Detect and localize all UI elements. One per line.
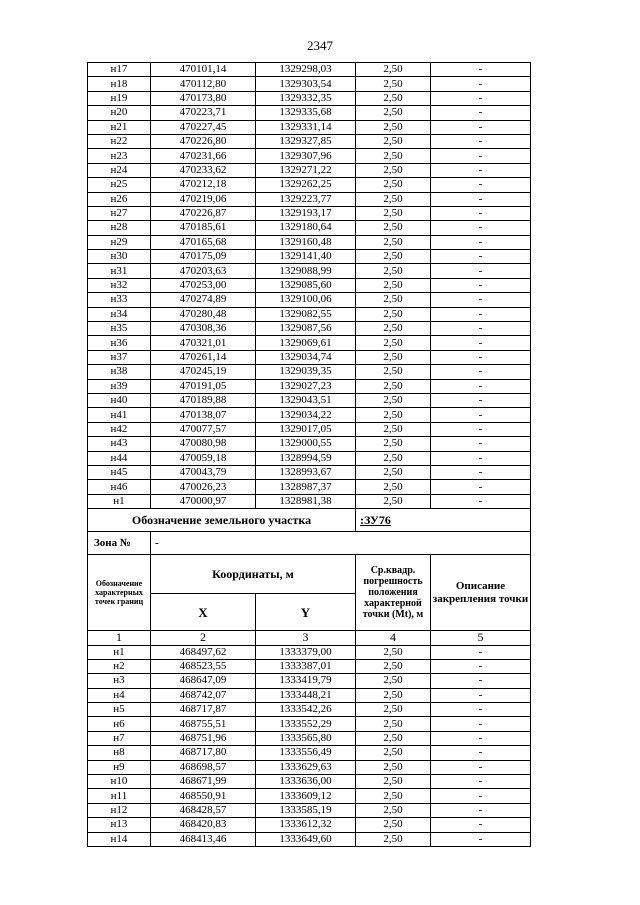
description-cell: - <box>431 307 531 321</box>
point-cell: н10 <box>88 775 151 789</box>
table-row <box>88 494 531 508</box>
x-cell: 470165,68 <box>151 235 256 249</box>
y-cell: 1329069,61 <box>256 336 356 350</box>
x-cell: 470185,61 <box>151 221 256 235</box>
y-cell: 1328993,67 <box>256 465 356 479</box>
error-cell: 2,50 <box>356 350 431 364</box>
description-cell: - <box>431 674 531 688</box>
zone-label: Зона № <box>88 532 151 555</box>
description-cell: - <box>431 437 531 451</box>
y-cell: 1333556,49 <box>256 746 356 760</box>
x-cell: 470138,07 <box>151 408 256 422</box>
description-cell: - <box>431 221 531 235</box>
point-cell: н42 <box>88 422 151 436</box>
y-cell: 1333636,00 <box>256 775 356 789</box>
zone-row <box>88 532 531 555</box>
x-cell: 468523,55 <box>151 659 256 673</box>
error-cell: 2,50 <box>356 659 431 673</box>
parcel-row <box>88 509 531 532</box>
table-row <box>88 451 531 465</box>
point-cell: н25 <box>88 178 151 192</box>
description-cell: - <box>431 163 531 177</box>
error-cell: 2,50 <box>356 465 431 479</box>
table-row <box>88 63 531 77</box>
table-row <box>88 77 531 91</box>
description-cell: - <box>431 775 531 789</box>
error-cell: 2,50 <box>356 278 431 292</box>
point-cell: н44 <box>88 451 151 465</box>
y-cell: 1333629,63 <box>256 760 356 774</box>
description-cell: - <box>431 293 531 307</box>
x-cell: 468647,09 <box>151 674 256 688</box>
y-cell: 1328994,59 <box>256 451 356 465</box>
error-cell: 2,50 <box>356 803 431 817</box>
point-cell: н33 <box>88 293 151 307</box>
coordinates-table <box>87 62 531 847</box>
y-cell: 1333649,60 <box>256 832 356 846</box>
x-cell: 468497,62 <box>151 645 256 659</box>
description-cell: - <box>431 760 531 774</box>
header-coordinates: Координаты, м <box>151 555 356 594</box>
y-cell: 1329298,03 <box>256 63 356 77</box>
y-cell: 1329332,35 <box>256 91 356 105</box>
y-cell: 1329303,54 <box>256 77 356 91</box>
table-row <box>88 106 531 120</box>
y-cell: 1329160,48 <box>256 235 356 249</box>
description-cell: - <box>431 91 531 105</box>
y-cell: 1328981,38 <box>256 494 356 508</box>
point-cell: н41 <box>88 408 151 422</box>
error-cell: 2,50 <box>356 77 431 91</box>
x-cell: 468420,83 <box>151 818 256 832</box>
header-point-designation: Обозначение характерных точек границ <box>88 555 151 631</box>
y-cell: 1329085,60 <box>256 278 356 292</box>
description-cell: - <box>431 379 531 393</box>
x-cell: 468742,07 <box>151 688 256 702</box>
x-cell: 468413,46 <box>151 832 256 846</box>
x-cell: 468755,51 <box>151 717 256 731</box>
point-cell: н13 <box>88 818 151 832</box>
x-cell: 470223,71 <box>151 106 256 120</box>
table-row <box>88 264 531 278</box>
table-row <box>88 645 531 659</box>
point-cell: н39 <box>88 379 151 393</box>
table-row <box>88 379 531 393</box>
error-cell: 2,50 <box>356 206 431 220</box>
y-cell: 1333585,19 <box>256 803 356 817</box>
y-cell: 1329193,17 <box>256 206 356 220</box>
error-cell: 2,50 <box>356 717 431 731</box>
error-cell: 2,50 <box>356 163 431 177</box>
y-cell: 1329034,74 <box>256 350 356 364</box>
x-cell: 470077,57 <box>151 422 256 436</box>
description-cell: - <box>431 365 531 379</box>
error-cell: 2,50 <box>356 760 431 774</box>
point-cell: н35 <box>88 322 151 336</box>
description-cell: - <box>431 106 531 120</box>
table-row <box>88 393 531 407</box>
error-cell: 2,50 <box>356 379 431 393</box>
x-cell: 470101,14 <box>151 63 256 77</box>
table-row <box>88 91 531 105</box>
error-cell: 2,50 <box>356 832 431 846</box>
table-row <box>88 408 531 422</box>
table-row <box>88 746 531 760</box>
table-row <box>88 480 531 494</box>
x-cell: 470080,98 <box>151 437 256 451</box>
description-cell: - <box>431 192 531 206</box>
description-cell: - <box>431 494 531 508</box>
x-cell: 470261,14 <box>151 350 256 364</box>
x-cell: 470274,89 <box>151 293 256 307</box>
table-row <box>88 192 531 206</box>
description-cell: - <box>431 149 531 163</box>
description-cell: - <box>431 659 531 673</box>
error-cell: 2,50 <box>356 494 431 508</box>
y-cell: 1333387,01 <box>256 659 356 673</box>
description-cell: - <box>431 322 531 336</box>
point-cell: н9 <box>88 760 151 774</box>
point-cell: н8 <box>88 746 151 760</box>
error-cell: 2,50 <box>356 178 431 192</box>
table-row <box>88 235 531 249</box>
table-row <box>88 307 531 321</box>
x-cell: 470280,48 <box>151 307 256 321</box>
description-cell: - <box>431 818 531 832</box>
point-cell: н3 <box>88 674 151 688</box>
y-cell: 1329327,85 <box>256 134 356 148</box>
table1-body <box>88 63 531 509</box>
point-cell: н30 <box>88 250 151 264</box>
y-cell: 1329039,35 <box>256 365 356 379</box>
y-cell: 1329000,55 <box>256 437 356 451</box>
x-cell: 470308,36 <box>151 322 256 336</box>
error-cell: 2,50 <box>356 746 431 760</box>
x-cell: 470226,87 <box>151 206 256 220</box>
description-cell: - <box>431 235 531 249</box>
description-cell: - <box>431 422 531 436</box>
x-cell: 470226,80 <box>151 134 256 148</box>
point-cell: н14 <box>88 832 151 846</box>
table-row <box>88 832 531 846</box>
table-row <box>88 465 531 479</box>
error-cell: 2,50 <box>356 365 431 379</box>
point-cell: н21 <box>88 120 151 134</box>
point-cell: н12 <box>88 803 151 817</box>
error-cell: 2,50 <box>356 307 431 321</box>
error-cell: 2,50 <box>356 775 431 789</box>
table-row <box>88 818 531 832</box>
error-cell: 2,50 <box>356 645 431 659</box>
column-number: 1 <box>88 631 151 645</box>
x-cell: 468671,99 <box>151 775 256 789</box>
table-row <box>88 350 531 364</box>
x-cell: 470000,97 <box>151 494 256 508</box>
x-cell: 468428,57 <box>151 803 256 817</box>
description-cell: - <box>431 264 531 278</box>
description-cell: - <box>431 178 531 192</box>
error-cell: 2,50 <box>356 235 431 249</box>
table-row <box>88 322 531 336</box>
description-cell: - <box>431 350 531 364</box>
page-number: 2347 <box>307 38 333 53</box>
x-cell: 470233,62 <box>151 163 256 177</box>
point-cell: н2 <box>88 659 151 673</box>
description-cell: - <box>431 77 531 91</box>
y-cell: 1333612,32 <box>256 818 356 832</box>
table-row <box>88 760 531 774</box>
y-cell: 1333609,12 <box>256 789 356 803</box>
y-cell: 1329331,14 <box>256 120 356 134</box>
error-cell: 2,50 <box>356 674 431 688</box>
table2-header-row-1 <box>88 555 531 594</box>
error-cell: 2,50 <box>356 63 431 77</box>
table-row <box>88 731 531 745</box>
point-cell: н7 <box>88 731 151 745</box>
y-cell: 1329307,96 <box>256 149 356 163</box>
description-cell: - <box>431 63 531 77</box>
table-row <box>88 674 531 688</box>
description-cell: - <box>431 688 531 702</box>
y-cell: 1333542,26 <box>256 703 356 717</box>
point-cell: н26 <box>88 192 151 206</box>
point-cell: н37 <box>88 350 151 364</box>
y-cell: 1329043,51 <box>256 393 356 407</box>
error-cell: 2,50 <box>356 408 431 422</box>
column-number: 4 <box>356 631 431 645</box>
error-cell: 2,50 <box>356 688 431 702</box>
x-cell: 468717,87 <box>151 703 256 717</box>
table-row <box>88 775 531 789</box>
error-cell: 2,50 <box>356 703 431 717</box>
x-cell: 470227,45 <box>151 120 256 134</box>
error-cell: 2,50 <box>356 134 431 148</box>
error-cell: 2,50 <box>356 451 431 465</box>
y-cell: 1333379,00 <box>256 645 356 659</box>
point-cell: н36 <box>88 336 151 350</box>
description-cell: - <box>431 120 531 134</box>
y-cell: 1333565,80 <box>256 731 356 745</box>
y-cell: 1329034,22 <box>256 408 356 422</box>
table-row <box>88 221 531 235</box>
point-cell: н31 <box>88 264 151 278</box>
x-cell: 468698,57 <box>151 760 256 774</box>
description-cell: - <box>431 480 531 494</box>
description-cell: - <box>431 393 531 407</box>
x-cell: 470212,18 <box>151 178 256 192</box>
table2-body <box>88 645 531 846</box>
error-cell: 2,50 <box>356 91 431 105</box>
description-cell: - <box>431 250 531 264</box>
point-cell: н27 <box>88 206 151 220</box>
point-cell: н43 <box>88 437 151 451</box>
parcel-value: :ЗУ76 <box>356 509 531 532</box>
error-cell: 2,50 <box>356 422 431 436</box>
x-cell: 470245,19 <box>151 365 256 379</box>
error-cell: 2,50 <box>356 437 431 451</box>
y-cell: 1329223,77 <box>256 192 356 206</box>
point-cell: н5 <box>88 703 151 717</box>
description-cell: - <box>431 703 531 717</box>
y-cell: 1333448,21 <box>256 688 356 702</box>
point-cell: н23 <box>88 149 151 163</box>
point-cell: н11 <box>88 789 151 803</box>
description-cell: - <box>431 803 531 817</box>
table-row <box>88 278 531 292</box>
description-cell: - <box>431 336 531 350</box>
y-cell: 1328987,37 <box>256 480 356 494</box>
error-cell: 2,50 <box>356 293 431 307</box>
column-number: 2 <box>151 631 256 645</box>
error-cell: 2,50 <box>356 192 431 206</box>
y-cell: 1333552,29 <box>256 717 356 731</box>
table-row <box>88 134 531 148</box>
point-cell: н28 <box>88 221 151 235</box>
table-row <box>88 789 531 803</box>
x-cell: 470112,80 <box>151 77 256 91</box>
y-cell: 1329100,06 <box>256 293 356 307</box>
point-cell: н34 <box>88 307 151 321</box>
error-cell: 2,50 <box>356 322 431 336</box>
error-cell: 2,50 <box>356 731 431 745</box>
table-row <box>88 293 531 307</box>
table-row <box>88 659 531 673</box>
y-cell: 1329087,56 <box>256 322 356 336</box>
description-cell: - <box>431 789 531 803</box>
header-y: Y <box>256 594 356 631</box>
table-row <box>88 163 531 177</box>
error-cell: 2,50 <box>356 264 431 278</box>
description-cell: - <box>431 465 531 479</box>
table-row <box>88 206 531 220</box>
table-row <box>88 336 531 350</box>
y-cell: 1329082,55 <box>256 307 356 321</box>
column-number: 5 <box>431 631 531 645</box>
x-cell: 470189,88 <box>151 393 256 407</box>
description-cell: - <box>431 278 531 292</box>
point-cell: н38 <box>88 365 151 379</box>
x-cell: 470253,00 <box>151 278 256 292</box>
description-cell: - <box>431 645 531 659</box>
x-cell: 470026,23 <box>151 480 256 494</box>
point-cell: н6 <box>88 717 151 731</box>
y-cell: 1333419,79 <box>256 674 356 688</box>
y-cell: 1329017,05 <box>256 422 356 436</box>
y-cell: 1329088,99 <box>256 264 356 278</box>
header-description: Описание закрепления точки <box>431 555 531 631</box>
description-cell: - <box>431 206 531 220</box>
description-cell: - <box>431 731 531 745</box>
header-x: X <box>151 594 256 631</box>
x-cell: 470219,06 <box>151 192 256 206</box>
table-row <box>88 688 531 702</box>
x-cell: 470203,63 <box>151 264 256 278</box>
error-cell: 2,50 <box>356 250 431 264</box>
error-cell: 2,50 <box>356 818 431 832</box>
x-cell: 468717,80 <box>151 746 256 760</box>
zone-value: - <box>151 532 531 555</box>
table-row <box>88 120 531 134</box>
point-cell: н29 <box>88 235 151 249</box>
table-row <box>88 717 531 731</box>
x-cell: 470191,05 <box>151 379 256 393</box>
parcel-label: Обозначение земельного участка <box>88 509 356 532</box>
table-row <box>88 803 531 817</box>
header-error: Ср.квадр. погрешность положения характерной точки (Mt), м <box>356 555 431 631</box>
column-number: 3 <box>256 631 356 645</box>
error-cell: 2,50 <box>356 221 431 235</box>
point-cell: н19 <box>88 91 151 105</box>
column-numbers-row <box>88 631 531 645</box>
x-cell: 470059,18 <box>151 451 256 465</box>
table-row <box>88 178 531 192</box>
description-cell: - <box>431 134 531 148</box>
point-cell: н45 <box>88 465 151 479</box>
y-cell: 1329335,68 <box>256 106 356 120</box>
x-cell: 470173,80 <box>151 91 256 105</box>
point-cell: н46 <box>88 480 151 494</box>
y-cell: 1329141,40 <box>256 250 356 264</box>
point-cell: н18 <box>88 77 151 91</box>
point-cell: н17 <box>88 63 151 77</box>
description-cell: - <box>431 408 531 422</box>
error-cell: 2,50 <box>356 106 431 120</box>
point-cell: н32 <box>88 278 151 292</box>
x-cell: 470231,66 <box>151 149 256 163</box>
point-cell: н1 <box>88 645 151 659</box>
description-cell: - <box>431 746 531 760</box>
x-cell: 468550,91 <box>151 789 256 803</box>
table-row <box>88 422 531 436</box>
x-cell: 470321,01 <box>151 336 256 350</box>
x-cell: 470175,09 <box>151 250 256 264</box>
y-cell: 1329180,64 <box>256 221 356 235</box>
point-cell: н20 <box>88 106 151 120</box>
table-row <box>88 250 531 264</box>
table-row <box>88 365 531 379</box>
error-cell: 2,50 <box>356 789 431 803</box>
description-cell: - <box>431 451 531 465</box>
table-row <box>88 703 531 717</box>
x-cell: 468751,96 <box>151 731 256 745</box>
description-cell: - <box>431 717 531 731</box>
y-cell: 1329027,23 <box>256 379 356 393</box>
table-row <box>88 149 531 163</box>
table-row <box>88 437 531 451</box>
y-cell: 1329262,25 <box>256 178 356 192</box>
point-cell: н40 <box>88 393 151 407</box>
error-cell: 2,50 <box>356 149 431 163</box>
error-cell: 2,50 <box>356 336 431 350</box>
point-cell: н22 <box>88 134 151 148</box>
description-cell: - <box>431 832 531 846</box>
x-cell: 470043,79 <box>151 465 256 479</box>
point-cell: н1 <box>88 494 151 508</box>
y-cell: 1329271,22 <box>256 163 356 177</box>
error-cell: 2,50 <box>356 393 431 407</box>
point-cell: н4 <box>88 688 151 702</box>
error-cell: 2,50 <box>356 480 431 494</box>
point-cell: н24 <box>88 163 151 177</box>
error-cell: 2,50 <box>356 120 431 134</box>
